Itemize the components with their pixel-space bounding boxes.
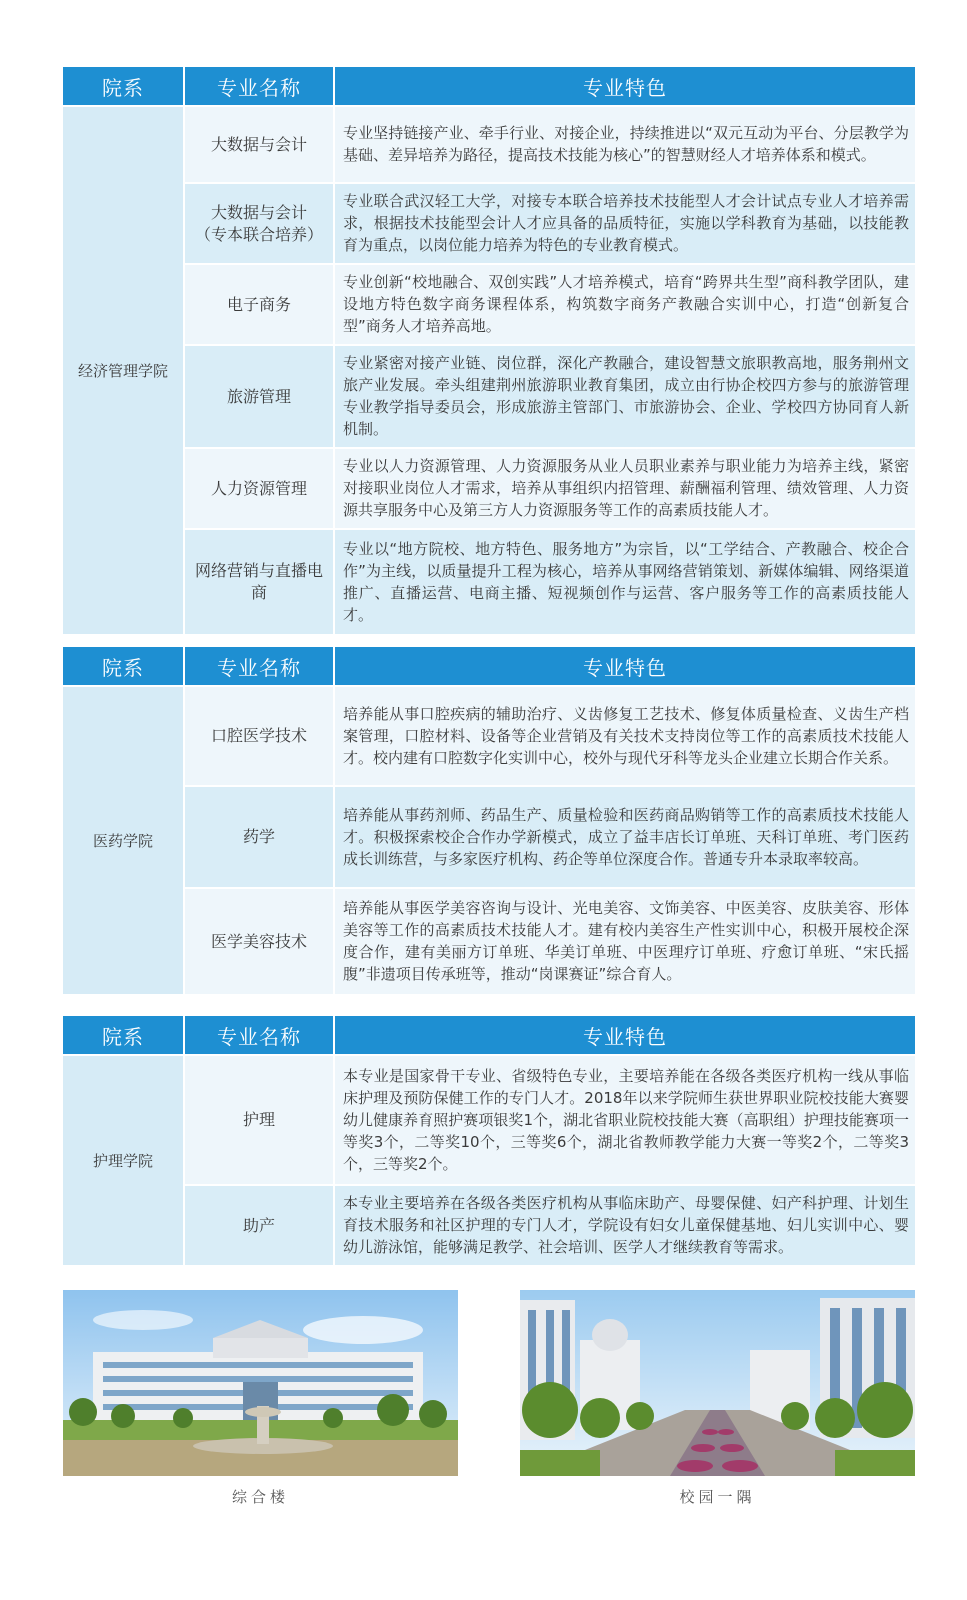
major-cell: 护理 <box>184 1055 334 1185</box>
feature-cell: 本专业是国家骨干专业、省级特色专业，主要培养能在各级各类医疗机构一线从事临床护理及预防保健工作的专门人才。2018年以来学院师生获世界职业院校技能大赛婴幼儿健康养育照护赛项银奖1个，湖北省职业院校技能大赛（高职组）护理技能赛项一等奖3个，二等奖10个，三等奖6个，湖北省教师教学能力大赛一等奖2个，二等奖3个，三等奖2个。 <box>334 1055 915 1185</box>
header-dept: 院系 <box>63 647 184 686</box>
feature-cell: 培养能从事医学美容咨询与设计、光电美容、文饰美容、中医美容、皮肤美容、形体美容等工作的高素质技术技能人才。建有校内美容生产性实训中心，积极开展校企深度合作，建有美丽方订单班、华美订单班、中医理疗订单班、疗愈订单班、“宋氏摇腹”非遗项目传承班等，推动“岗课赛证”综合育人。 <box>334 888 915 994</box>
header-feature: 专业特色 <box>334 1016 915 1055</box>
header-major: 专业名称 <box>184 1016 334 1055</box>
header-dept: 院系 <box>63 1016 184 1055</box>
table-row <box>63 448 915 529</box>
table-row <box>63 183 915 264</box>
dept-cell: 护理学院 <box>63 1055 184 1265</box>
photo-caption-campus-corner: 校园一隅 <box>679 1488 756 1506</box>
table-header-row <box>63 67 915 106</box>
header-major: 专业名称 <box>184 67 334 106</box>
feature-cell: 专业创新“校地融合、双创实践”人才培养模式，培育“跨界共生型”商科教学团队，建设地方特色数字商务课程体系，构筑数字商务产教融合实训中心，打造“创新复合型”商务人才培养高地。 <box>334 264 915 345</box>
feature-cell: 专业紧密对接产业链、岗位群，深化产教融合，建设智慧文旅职教高地，服务荆州文旅产业发展。牵头组建荆州旅游职业教育集团，成立由行协企校四方参与的旅游管理专业教学指导委员会，形成旅游主管部门、市旅游协会、企业、学校四方协同育人新机制。 <box>334 345 915 448</box>
major-cell: 助产 <box>184 1185 334 1265</box>
header-feature: 专业特色 <box>334 647 915 686</box>
main-building-illustration <box>63 1290 458 1476</box>
table-row <box>63 888 915 994</box>
header-major: 专业名称 <box>184 647 334 686</box>
photo-campus-corner <box>520 1290 915 1476</box>
table-row <box>63 1055 915 1185</box>
major-cell: 药学 <box>184 786 334 888</box>
dept-cell: 经济管理学院 <box>63 106 184 634</box>
major-cell: 网络营销与直播电商 <box>184 529 334 634</box>
table-row <box>63 106 915 183</box>
table-row <box>63 345 915 448</box>
table-row <box>63 1185 915 1265</box>
major-cell: 人力资源管理 <box>184 448 334 529</box>
feature-cell: 专业以人力资源管理、人力资源服务从业人员职业素养与职业能力为培养主线，紧密对接职业岗位人才需求，培养从事组织内招管理、薪酬福利管理、绩效管理、人力资源共享服务中心及第三方人力资源服务等工作的高素质技能人才。 <box>334 448 915 529</box>
photo-main-building <box>63 1290 458 1476</box>
major-cell: 电子商务 <box>184 264 334 345</box>
feature-cell: 培养能从事药剂师、药品生产、质量检验和医药商品购销等工作的高素质技术技能人才。积极探索校企合作办学新模式，成立了益丰店长订单班、天科订单班、考门医药成长训练营，与多家医疗机构、药企等单位深度合作。普通专升本录取率较高。 <box>334 786 915 888</box>
feature-cell: 专业坚持链接产业、牵手行业、对接企业，持续推进以“双元互动为平台、分层教学为基础、差异培养为路径，提高技术技能为核心”的智慧财经人才培养体系和模式。 <box>334 106 915 183</box>
majors-table-nursing <box>63 1016 915 1265</box>
feature-cell: 专业联合武汉轻工大学，对接专本联合培养技术技能型人才会计试点专业人才培养需求，根据技术技能型会计人才应具备的品质特征，实施以学科教育为基础，以技能教育为重点，以岗位能力培养为特色的专业教育模式。 <box>334 183 915 264</box>
table-row <box>63 529 915 634</box>
header-feature: 专业特色 <box>334 67 915 106</box>
table-row <box>63 786 915 888</box>
major-cell: 旅游管理 <box>184 345 334 448</box>
feature-cell: 专业以“地方院校、地方特色、服务地方”为宗旨，以“工学结合、产教融合、校企合作”为主线，以质量提升工程为核心，培养从事网络营销策划、新媒体编辑、网络渠道推广、直播运营、电商主播、短视频创作与运营、客户服务等工作的高素质技能人才。 <box>334 529 915 634</box>
table-header-row <box>63 647 915 686</box>
majors-table-medicine <box>63 647 915 994</box>
campus-corner-illustration <box>520 1290 915 1476</box>
major-cell: 大数据与会计 <box>184 106 334 183</box>
table-row <box>63 264 915 345</box>
major-cell: 口腔医学技术 <box>184 686 334 786</box>
feature-cell: 本专业主要培养在各级各类医疗机构从事临床助产、母婴保健、妇产科护理、计划生育技术服务和社区护理的专门人才，学院设有妇女儿童保健基地、妇儿实训中心、婴幼儿游泳馆，能够满足教学、社会培训、医学人才继续教育等需求。 <box>334 1185 915 1265</box>
major-cell: 医学美容技术 <box>184 888 334 994</box>
feature-cell: 培养能从事口腔疾病的辅助治疗、义齿修复工艺技术、修复体质量检查、义齿生产档案管理，口腔材料、设备等企业营销及有关技术支持岗位等工作的高素质技术技能人才。校内建有口腔数字化实训中心，校外与现代牙科等龙头企业建立长期合作关系。 <box>334 686 915 786</box>
header-dept: 院系 <box>63 67 184 106</box>
majors-table-economics <box>63 67 915 634</box>
photo-caption-main-building: 综合楼 <box>231 1488 289 1506</box>
table-header-row <box>63 1016 915 1055</box>
dept-cell: 医药学院 <box>63 686 184 994</box>
major-text: 大数据与会计 （专本联合培养） <box>194 202 323 244</box>
major-cell <box>184 183 334 264</box>
table-row <box>63 686 915 786</box>
